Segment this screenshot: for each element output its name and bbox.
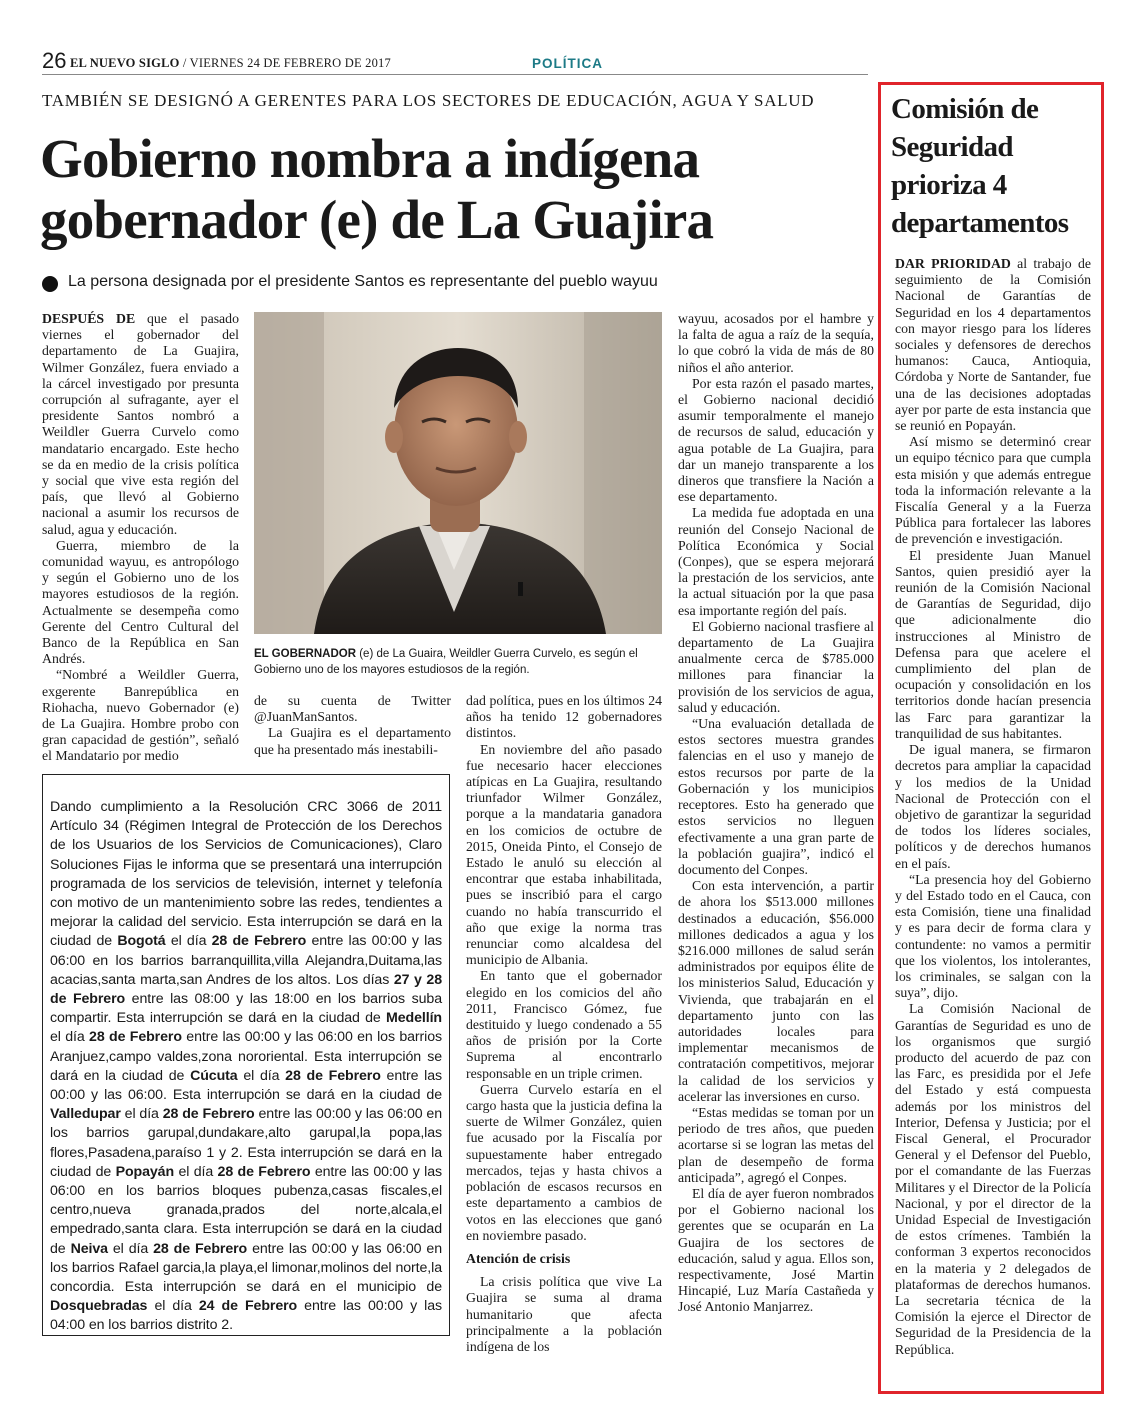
paragraph: de su cuenta de Twitter @JuanManSantos.	[254, 693, 451, 725]
article-column-3	[466, 693, 662, 1355]
paragraph: En noviembre del año pasado fue necesario hacer elecciones atípicas en La Guajira, resultando triunfador Wilmer González, porque a la mandataria ganadora en los comicios de octubre de 2015, Oneida Pinto, el Consejo de Estado le anuló su elección al encontrar que estaba inhabilitada, pues se inscribió para el cargo cuando no había transcurrido el año que exige la norma tras renunciar como alcaldesa del municipio de Albania.	[466, 741, 662, 968]
page-number: 26	[42, 48, 67, 73]
paragraph: El día de ayer fueron nombrados por el Gobierno nacional los gerentes que se ocuparán en La Guajira de los sectores de educación, salud y agua. Ellos son, respectivamente, José Martin Hincapié, Luz María Castañeda y José Antonio Manjarrez.	[678, 1185, 874, 1315]
article-column-2	[254, 693, 451, 758]
paragraph: De igual manera, se firmaron decretos para ampliar la capacidad y los medios de la Unidad Nacional de Protección con el objetivo de garantizar la seguridad de todos los líderes sociales, políticos y de derechos humanos en el país.	[895, 742, 1091, 871]
article-headline	[40, 128, 860, 250]
paragraph: “Una evaluación detallada de estos sectores muestra grandes falencias en el uso y manejo de estos recursos por parte de la Gobernación y los municipios receptores. Esto ha generado que estos servicios no lleguen efectivamente a una gran parte de la población guajira”, indicó el documento del Conpes.	[678, 716, 874, 877]
section-subheading: Atención de crisis	[466, 1250, 571, 1266]
paragraph: “La presencia hoy del Gobierno y del Estado todo en el Cauca, con esta Comisión, tiene una finalidad y es para decir de forma clara y contundente: no vamos a permitir que los violentos, los intolerantes, los criminales, se salgan con la suya”, dijo.	[895, 871, 1091, 1001]
bullet-icon	[42, 276, 58, 292]
headline-line-2: gobernador (e) de La Guajira	[40, 189, 714, 250]
paragraph: La crisis política que vive La Guajira se suma al drama humanitario que afecta principalmente a la población indígena de los	[466, 1274, 662, 1354]
paragraph: DAR PRIORIDAD al trabajo de seguimiento de la Comisión Nacional de Garantías de Seguridad en los 4 departamentos con mayor riesgo para los líderes sociales y defensores de derechos humanos: Cauca, Antioquia, Córdoba y Norte de Santander, fue una de las decisiones adoptadas ayer por parte de esta instancia que se reunió en Popayán.	[895, 256, 1091, 434]
article-subhead: La persona designada por el presidente Santos es representante del pueblo wayuu	[68, 273, 658, 290]
paragraph: En tanto que el gobernador elegido en los comicios del año 2011, Francisco Gómez, fue destituido y luego condenado a 55 años de prisión por la Corte Suprema al encontrarlo responsable en un triple crimen.	[466, 968, 662, 1081]
lead-word: DAR PRIORIDAD	[895, 256, 1011, 271]
paragraph: Con esta intervención, a partir de ahora los $513.000 millones destinados a educación, $56.000 millones dedicados a agua y los $216.000 millones de salud serán administrados por equipos élite de los ministerios Salud, Educación y Vivienda, que trabajarán en el departamento junto con las autoridades locales para implementar mecanismos de contratación competitivos, mejorar la calidad de los servicios y acelerar las inversiones en curso.	[678, 878, 874, 1104]
masthead	[70, 56, 391, 70]
article-column-1	[42, 311, 239, 765]
paragraph: El presidente Juan Manuel Santos, quien presidió ayer la reunión de la Comisión Nacional de Garantías de Seguridad, dijo que adicionalmente dio instrucciones al Ministro de Defensa para que acelere el cumplimiento del plan de ocupación y consolidación en los territorios donde hacían presencia las Farc para garantizar la tranquilidad de sus habitantes.	[895, 547, 1091, 741]
paragraph: La medida fue adoptada en una reunión del Consejo Nacional de Política Económica y Social (Conpes), que se espera mejorará la prestación de los servicios, ante la actual situación por la que pasa esa importante región del país.	[678, 505, 874, 618]
section-label: POLÍTICA	[532, 56, 603, 71]
paragraph: “Nombré a Weildler Guerra, exgerente Banrepública en Riohacha, nuevo Gobernador (e) de La Guajira. Hombre probo con gran capacidad de gestión”, señaló el Mandatario por medio	[42, 667, 239, 764]
header-divider	[42, 74, 868, 75]
paragraph: El Gobierno nacional trasfiere al departamento de La Guajira anualmente cerca de $785.000 millones para financiar la provisión de los servicios de agua, salud y educación.	[678, 618, 874, 715]
lead-word: DESPUÉS DE	[42, 311, 136, 326]
paragraph: Guerra, miembro de la comunidad wayuu, es antropólogo y según el Gobierno uno de los mayores estudiosos de la región. Actualmente se desempeña como Gerente del Centro Cultural del Banco de la República en San Andrés.	[42, 537, 239, 667]
governor-photo	[254, 312, 662, 634]
caption-lead: EL GOBERNADOR	[254, 648, 357, 660]
paragraph: Por esta razón el pasado martes, el Gobierno nacional decidió asumir temporalmente el manejo de recursos de salud, educación y agua potable de La Guajira, para dar un manejo transparente a los dineros que transfiere la Nación a ese departamento.	[678, 375, 874, 505]
sidebar-body	[895, 256, 1091, 1358]
paragraph: DESPUÉS DE que el pasado viernes el gobernador del departamento de La Guajira, Wilmer González, fuera enviado a la cárcel investigado por presunta corrupción al sufragante, ayer el presidente Santos nombró a Weildler Guerra Curvelo como mandatario encargado. Este hecho se da en medio de la crisis política y social que vive esta región del país, que llevó al Gobierno nacional a asumir los recursos de salud, agua y educación.	[42, 311, 239, 537]
paragraph: dad política, pues en los últimos 24 años ha tenido 12 gobernadores distintos.	[466, 693, 662, 741]
article-kicker: TAMBIÉN SE DESIGNÓ A GERENTES PARA LOS SECTORES DE EDUCACIÓN, AGUA Y SALUD	[42, 91, 815, 110]
paragraph: Así mismo se determinó crear un equipo técnico para que cumpla esta misión y que además entregue toda la información relevante a la Fiscalía General y a la Fuerza Pública para fortalecer las labores de prevención e investigación.	[895, 434, 1091, 547]
service-notice-text: Dando cumplimiento a la Resolución CRC 3066 de 2011 Artículo 34 (Régimen Integral de Protección de los Derechos de los Usuarios de los Servicios de Comunicaciones), Claro Soluciones Fijas le informa que se presentará una interrupción programada de los servicios de televisión, internet y telefonía con motivo de un mantenimiento sobre las redes, tendientes a mejorar la calidad del servicio. Esta interrupción se dará en la ciudad de Bogotá el día 28 de Febrero entre las 00:00 y las 06:00 en los barrios barranquillita,villa Alejandra,Duitama,las acacias,santa marta,san Andres de los altos. Los días 27 y 28 de Febrero entre las 08:00 y las 18:00 en los barrios suba compartir. Esta interrupción se dará en la ciudad de Medellín el día 28 de Febrero entre las 00:00 y las 06:00 en los barrios Aranjuez,campo valdes,zona nororiental. Esta interrupción se dará en la ciudad de Cúcuta el día 28 de Febrero entre las 00:00 y las 06:00. Esta interrupción se dará en la ciudad de Valledupar el día 28 de Febrero entre las 00:00 y las 06:00 en los barrios garupal,dundakare,alto garupal,la popa,las flores,Pasadena,paraíso 1 y 2. Esta interrupción se dará en la ciudad de Popayán el día 28 de Febrero entre las 00:00 y las 06:00 en los barrios bloques pubenza,casas fiscales,el centro,nueva granada,prados del norte,alcala,el empedrado,santa clara. Esta interrupción se dará en la ciudad de Neiva el día 28 de Febrero entre las 00:00 y las 06:00 en los barrios Rafael garcia,la playa,el limonar,molinos del norte,la concordia. Esta interrupción se dará en el municipio de Dosquebradas el día 24 de Febrero entre las 00:00 y las 04:00 en los barrios distrito 2.	[50, 799, 443, 1334]
article-column-4	[678, 311, 874, 1316]
paragraph: Guerra Curvelo estaría en el cargo hasta que la justicia defina la suerte de Wilmer González, quien fue acusado por la Fiscalía por supuestamente haber entregado mercados, tejas y hasta chivos a población de escasos recursos en este departamento a cambios de votos en las elecciones que ganó en noviembre pasado.	[466, 1081, 662, 1243]
sidebar-title: Comisión de Seguridad prioriza 4 departamentos	[891, 93, 1069, 239]
paragraph: wayuu, acosados por el hambre y la falta de agua a raíz de la sequía, lo que cobró la vida de más de 80 niños el año anterior.	[678, 311, 874, 375]
newspaper-name: EL NUEVO SIGLO	[70, 56, 180, 70]
paragraph: La Guajira es el departamento que ha presentado más inestabili-	[254, 725, 451, 757]
paragraph: La Comisión Nacional de Garantías de Seguridad es uno de los organismos que surgió producto del acuerdo de paz con las Farc, es presidida por el Jefe del Estado y está compuesta además por los ministros del Interior, Defensa y Justicia; por el Fiscal General, el Procurador General y el Defensor del Pueblo, por el comandante de las Fuerzas Militares y el Director de la Policía Nacional, y por el director de la Unidad Especial de Investigación de estos crímenes. También la conforman 3 expertos reconocidos en la materia y 2 delegados de plataformas de derechos humanos. La secretaria técnica de la Comisión la ejerce el Director de Seguridad de la Presidencia de la República.	[895, 1001, 1091, 1357]
headline-line-1: Gobierno nombra a indígena	[40, 128, 700, 189]
issue-date: / VIERNES 24 DE FEBRERO DE 2017	[182, 56, 391, 70]
paragraph: “Estas medidas se toman por un periodo de tres años, que pueden acortarse si se logran las metas del plan de desempeño de forma anticipada”, agregó el Conpes.	[678, 1104, 874, 1185]
photo-caption: EL GOBERNADOR (e) de La Guaira, Weildler Guerra Curvelo, es según el Gobierno uno de los mayores estudiosos de la región.	[254, 648, 638, 676]
